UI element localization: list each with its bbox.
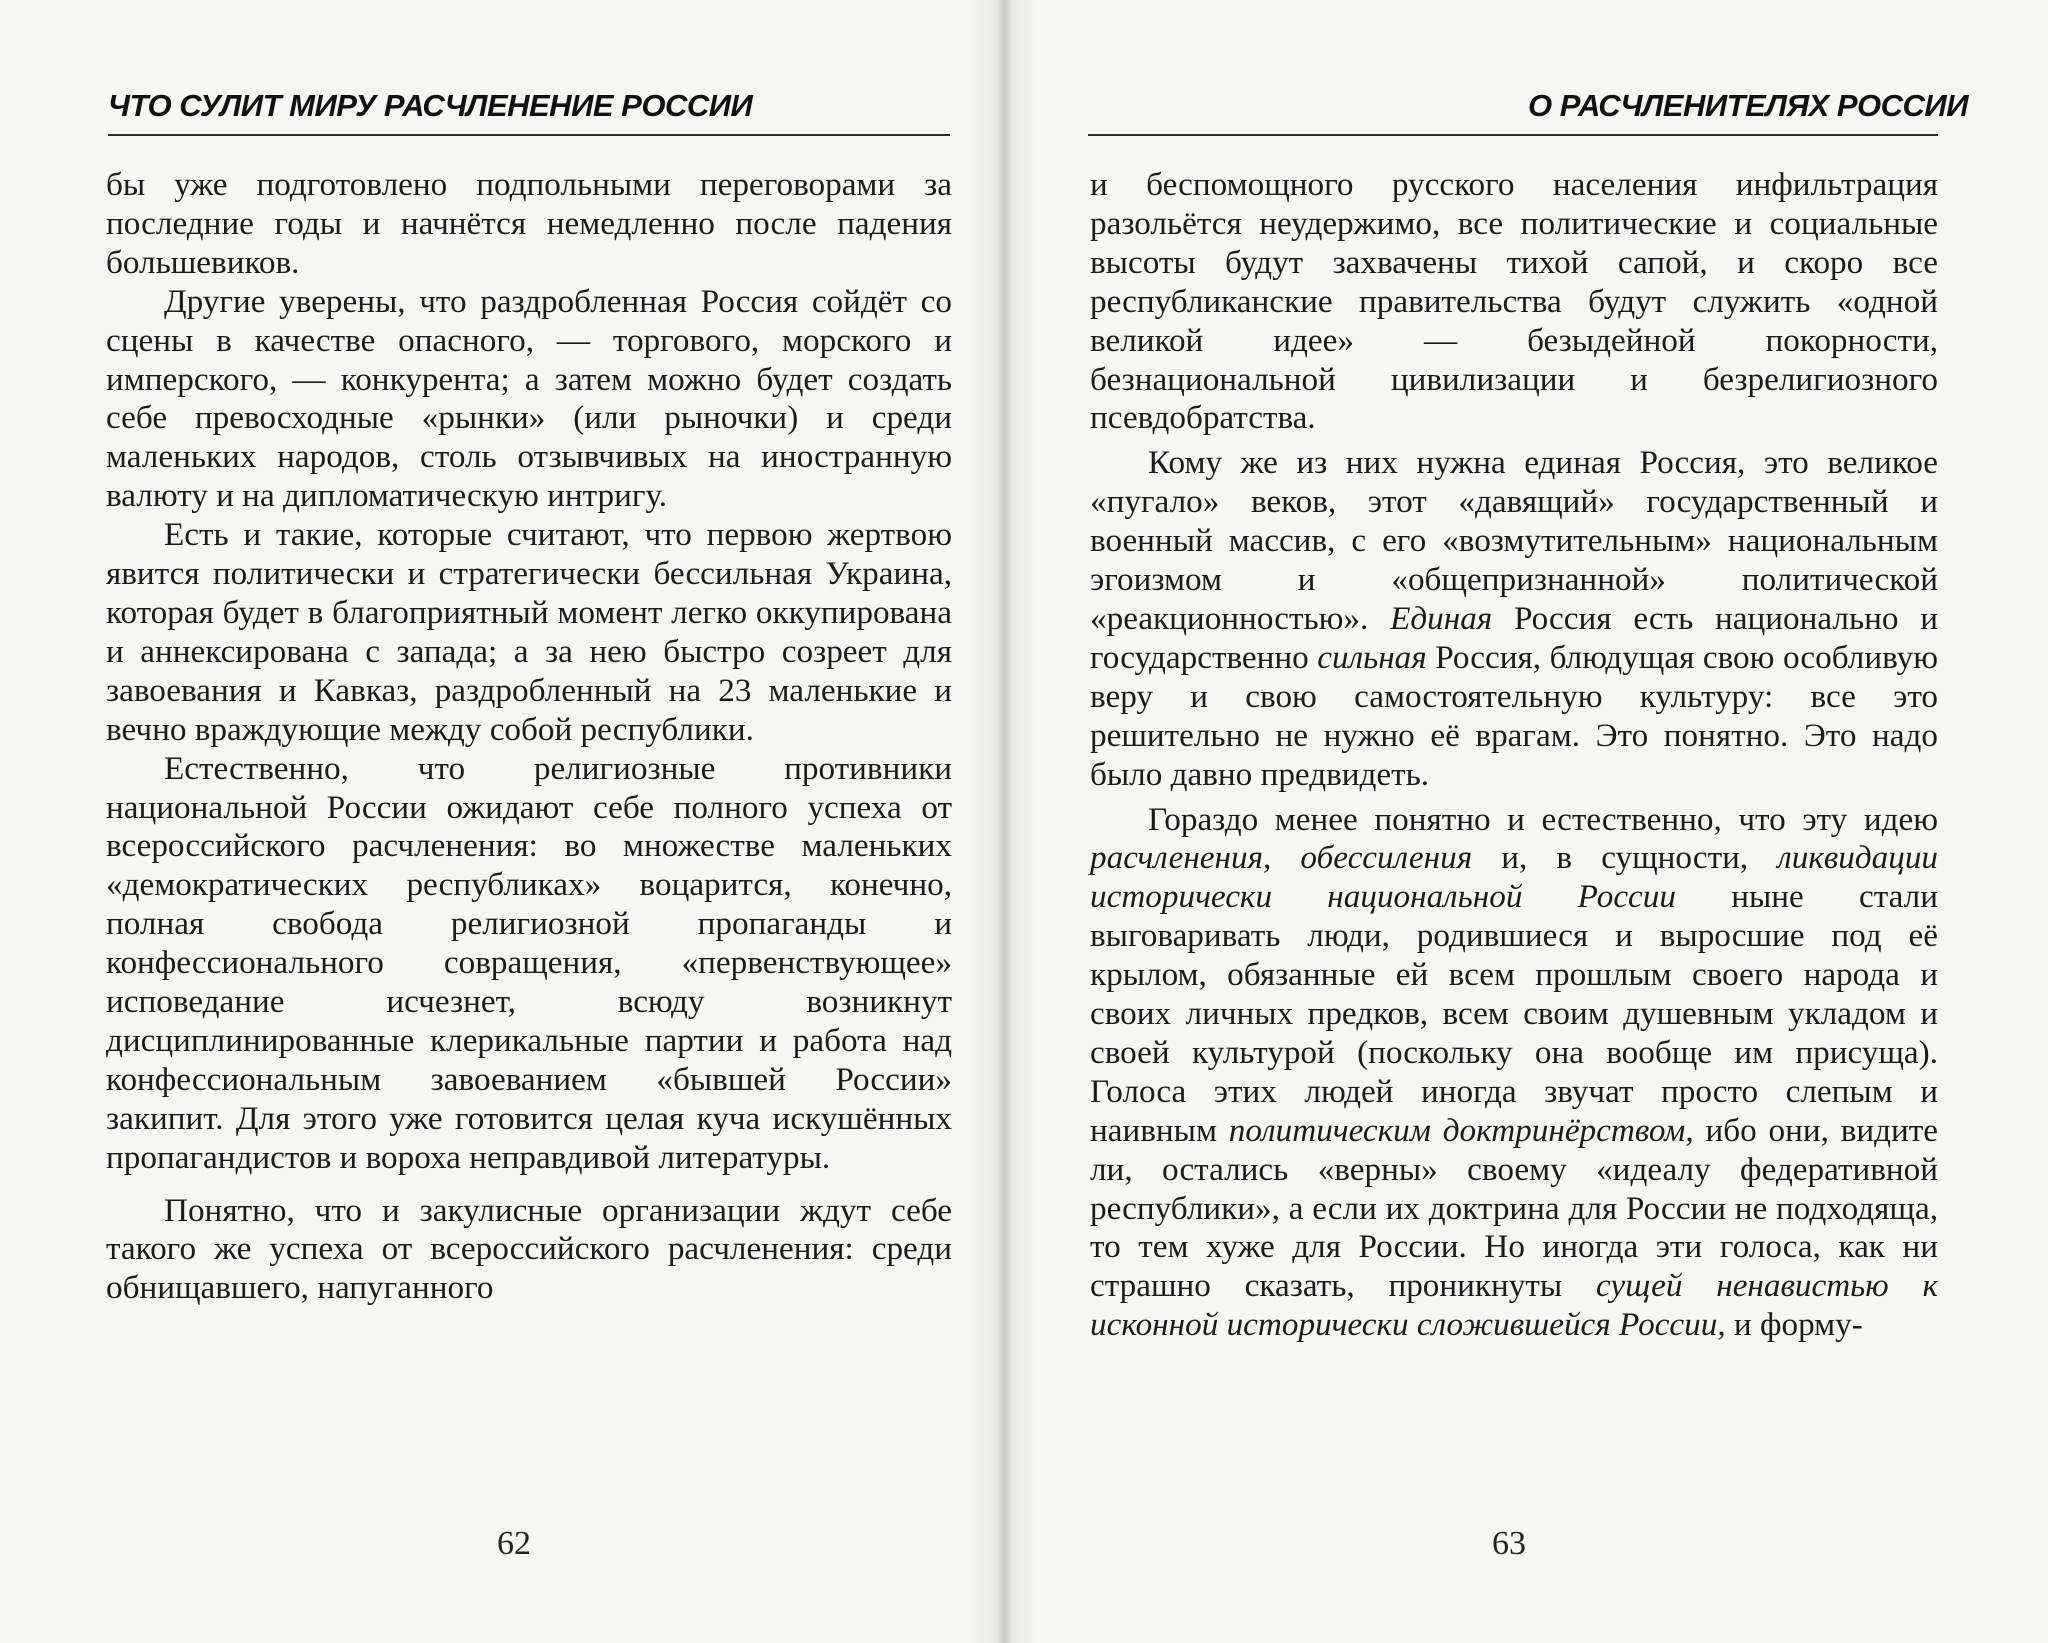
text-run: Россия, блюдущая свою особливую веру и свою самостоятельную культуру: все это решительно не нужно её врагам. Это понятно. Это надо было давно предвидеть.: [1090, 638, 1939, 793]
paragraph: [1090, 444, 1938, 794]
header-rule-right: [1088, 134, 1938, 136]
text-run: Россия есть национально и государственно: [1090, 599, 1938, 676]
emphasis: сильная: [1317, 638, 1427, 676]
running-header-right: О РАСЧЛЕНИТЕЛЯХ РОССИИ: [1528, 88, 1968, 123]
paragraph: бы уже подготовлено подпольными переговорами за последние годы и начнётся немедленно после падения большевиков.: [106, 166, 952, 281]
paragraph: Другие уверены, что раздробленная Россия сойдёт со сцены в качестве опасного, — торгового, морского и имперского, — конкурента; а затем можно будет создать себе превосходные «рынки» (или рыночки) и среди маленьких народов, столь отзывчивых на иностранную валюту и на дипломатическую интригу.: [106, 282, 952, 515]
paragraph: Естественно, что религиозные противники национальной России ожидают себе полного успеха от всероссийского расчленения: во множестве маленьких «демократических республиках» воцарится, конечно, полная свобода религиозной пропаганды и конфессионального совращения, «первенствующее» исповедание исчезнет, всюду возникнут дисциплинированные клерикальные партии и работа над конфессиональным завоеванием «бывшей России» закипит. Для этого уже готовится целая куча искушённых пропагандистов и вороха неправдивой литературы.: [106, 749, 952, 1176]
left-page-body: [106, 166, 952, 1308]
emphasis: ликвидации исторически национальной России: [1090, 839, 1939, 916]
paragraph: Понятно, что и закулисные организации ждут себе такого же успеха от всероссийского расчленения: среди обнищавшего, напуганного: [106, 1191, 952, 1307]
emphasis: политическим доктринёрством,: [1228, 1111, 1694, 1149]
text-run: Гораздо менее понятно и естественно, что эту идею: [1148, 800, 1938, 838]
right-page: [1010, 0, 2048, 1643]
text-run: ибо они, видите ли, остались «верны» своему «идеалу федеративной республики», а если их доктрина для России не подходяща, то тем хуже для России. Но иногда эти голоса, как ни страшно сказать, проникнуты: [1090, 1111, 1939, 1305]
paragraph: [1090, 801, 1938, 1346]
text-run: ныне стали выговаривать люди, родившиеся и выросшие под её крылом, обязанные ей всем прошлым своего народа и своих личных предков, всем своим душевным укладом и своей культурой (поскольку она вообще им присуща). Голоса этих людей иногда звучат просто слепым и наивным: [1090, 878, 1938, 1149]
paragraph: и беспомощного русского населения инфильтрация разольётся неудержимо, все политические и социальные высоты будут захвачены тихой сапой, и скоро все республиканские правительства будут служить «одной великой идее» — безыдейной покорности, безнациональной цивилизации и безрелигиозного псевдобратства.: [1090, 166, 1938, 437]
left-page: [0, 0, 1000, 1643]
running-header-left: ЧТО СУЛИТ МИРУ РАСЧЛЕНЕНИЕ РОССИИ: [108, 88, 753, 123]
page-number-left: 62: [497, 1525, 531, 1562]
page-number-right: 63: [1492, 1525, 1526, 1562]
text-run: Кому же из них нужна единая Россия, это великое «пугало» веков, этот «давящий» государственный и военный массив, с его «возмутительным» национальным эгоизмом и «общепризнанной» политической «реакционностью».: [1090, 444, 1938, 637]
emphasis: сущей ненавистью к исконной исторически сложившейся России,: [1090, 1267, 1938, 1344]
paragraph: Есть и такие, которые считают, что первою жертвою явится политически и стратегически бессильная Украина, которая будет в благоприятный момент легко оккупирована и аннексирована с запада; а за нею быстро созреет для завоевания и Кавказ, раздробленный на 23 маленькие и вечно враждующие между собой республики.: [106, 516, 952, 748]
right-page-body: [1090, 166, 1938, 1345]
text-run: и, в сущности,: [1501, 839, 1749, 877]
emphasis: Единая: [1390, 599, 1493, 637]
emphasis: расчленения, обессиления: [1090, 839, 1473, 877]
header-rule-left: [108, 134, 950, 136]
text-run: и форму-: [1733, 1306, 1863, 1344]
